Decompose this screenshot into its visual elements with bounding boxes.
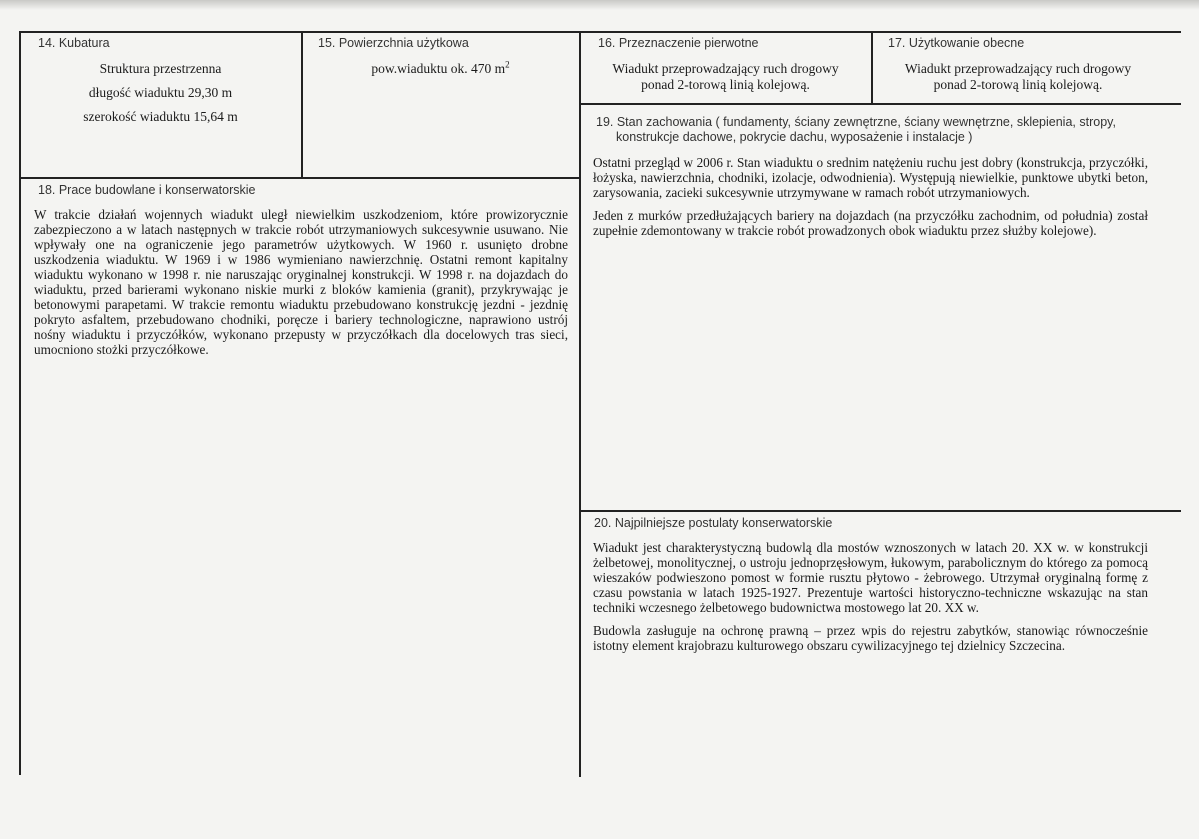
postulate-paragraph: Budowla zasługuje na ochronę prawną – przez wpis do rejestru zabytków, stanowiąc równocześnie istotny element krajobrazu kulturowego obszaru cywilizacyjnego tej dzielnicy Szczecina. [593, 623, 1148, 653]
center-divider [579, 31, 581, 777]
scan-edge [0, 0, 1199, 10]
condition-paragraph: Ostatni przegląd w 2006 r. Stan wiaduktu o srednim natężeniu ruchu jest dobry (konstrukcja, przyczółki, łożyska, nawierzchnia, chodniki, izolacje, odwodnienia). Występują niewielkie, punktowe ubytki beton, zarysowania, zacieki sukcesywnie utrzymywane w ramach robót utrzymaniowych. [593, 155, 1148, 200]
area-unit-sup: 2 [505, 59, 510, 70]
section-18-text [34, 207, 568, 365]
section-19-label-line2: konstrukcje dachowe, pokrycie dachu, wyposażenie i instalacje ) [616, 130, 973, 144]
section-20-label: 20. Najpilniejsze postulaty konserwatorskie [594, 516, 833, 530]
section-20-text [593, 540, 1148, 661]
kubatura-line: Struktura przestrzenna [99, 61, 222, 76]
usage-line: ponad 2-torową linią kolejową. [933, 77, 1103, 92]
section-15-content [302, 61, 579, 77]
section-19-label-line1: 19. Stan zachowania ( fundamenty, ściany zewnętrzne, ściany wewnętrzne, sklepienia, stropy, [596, 115, 1116, 129]
divider-14-15 [301, 31, 303, 179]
divider-right-lower [579, 510, 1181, 512]
kubatura-line: długość wiaduktu 29,30 m [88, 85, 233, 100]
area-value: pow.wiaduktu ok. 470 m [371, 61, 506, 76]
section-17-label: 17. Użytkowanie obecne [888, 36, 1025, 50]
kubatura-line: szerokość wiaduktu 15,64 m [83, 109, 238, 124]
left-border [19, 31, 21, 775]
purpose-line: Wiadukt przeprowadzający ruch drogowy [612, 61, 839, 76]
section-14-content [20, 61, 301, 125]
condition-paragraph: Jeden z murków przedłużających bariery na dojazdach (na przyczółku zachodnim, od południa) został zupełnie zdemontowany w trakcie robót prowadzonych obok wiaduktu przez służby kolejowe). [593, 208, 1148, 238]
section-18-label: 18. Prace budowlane i konserwatorskie [38, 183, 256, 197]
section-16-label: 16. Przeznaczenie pierwotne [598, 36, 759, 50]
section-17-content [873, 61, 1163, 93]
section-14-label: 14. Kubatura [38, 36, 110, 50]
section-16-content [580, 61, 871, 93]
section-15-label: 15. Powierzchnia użytkowa [318, 36, 469, 50]
postulate-paragraph: Wiadukt jest charakterystyczną budowlą dla mostów wznoszonych w latach 20. XX w. w konstrukcji żelbetowej, monolitycznej, o ustroju jednoprzęsłowym, łukowym, parabolicznym do którego za pomocą wieszaków podwieszono pomost w formie rusztu płytowo - żebrowego. Utrzymał oryginalną formę z czasu powstania w latach 1925-1927. Prezentuje wartości historyczno-techniczne wskazując na stan techniki wczesnego żelbetowego budownictwa mostowego lat 20. XX w. [593, 540, 1148, 615]
divider-left-middle [19, 177, 581, 179]
top-border [19, 31, 1181, 33]
purpose-line: ponad 2-torową linią kolejową. [641, 77, 810, 92]
section-19-text [593, 155, 1148, 246]
divider-top-right [579, 103, 1181, 105]
works-paragraph: W trakcie działań wojennych wiadukt uległ niewielkim uszkodzeniom, które prowizorycznie zabezpieczono a w latach następnych w trakcie robót utrzymaniowych sukcesywnie usuwano. Nie wpływały one na ograniczenie jego parametrów użytkowych. W 1960 r. usunięto drobne uszkodzenia wiaduktu. W 1969 i w 1986 wymieniano nawierzchnię. Ostatni remont kapitalny wiaduktu wykonano w 1998 r. nie naruszając oryginalnej konstrukcji. W 1998 r. na dojazdach do wiaduktu, przed barierami wykonano niskie murki z bloków kamienia (granit), przykrywając je betonowymi parapetami. W trakcie remontu wiaduktu przebudowano konstrukcję jezdni - jezdnię pokryto asfaltem, przebudowano chodniki, poręcze i bariery technologiczne, naprawiono ustrój nośny wiaduktu i przyczółków, wykonano przepusty w przyczółkach dla docelowych tras sieci, umocniono stożki przyczółkowe. [34, 207, 568, 357]
usage-line: Wiadukt przeprowadzający ruch drogowy [904, 61, 1132, 76]
